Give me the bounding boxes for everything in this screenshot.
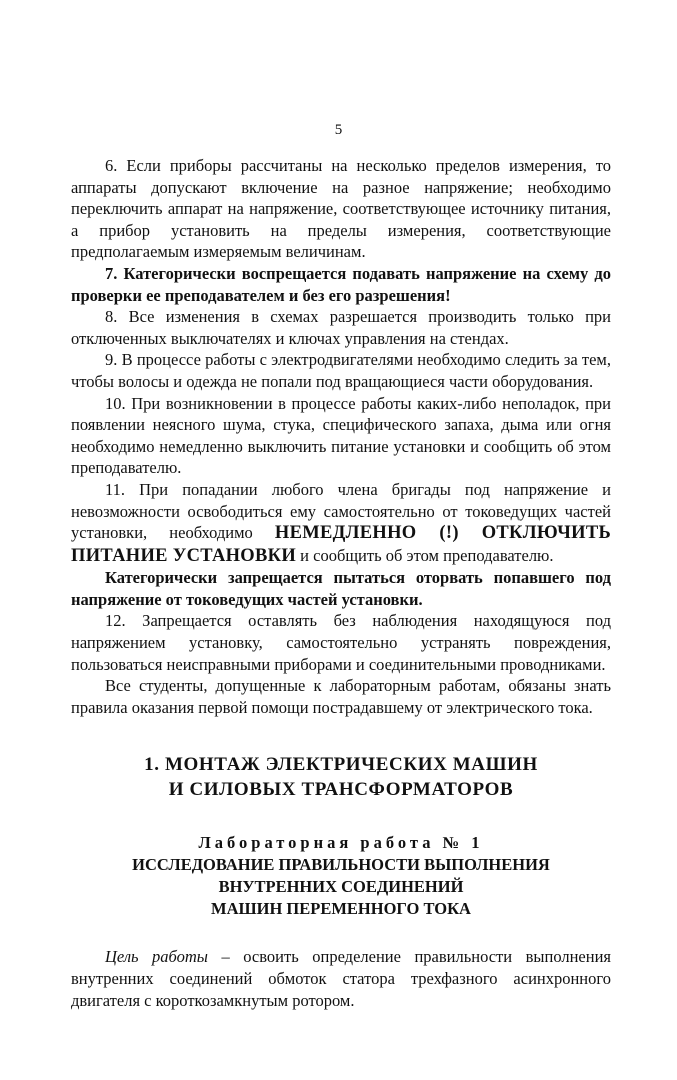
first-aid-note: Все студенты, допущенные к лабораторным работам, обязаны знать правила оказания первой помощи пострадавшему от электрического тока. xyxy=(71,676,611,717)
rule-8: 8. Все изменения в схемах разрешается производить только при отключенных выключателях и ключах управления на стендах. xyxy=(71,307,611,348)
rule-7-warning: 7. Категорически воспрещается подавать напряжение на схему до проверки ее преподавателем и без его разрешения! xyxy=(71,263,611,305)
prohibition-warning: Категорически запрещается пытаться оторвать попавшего под напряжение от токоведущих частей установки. xyxy=(71,568,611,609)
rule-6: 6. Если приборы рассчитаны на несколько пределов измерения, то аппараты допускают включение на разное напряжение; необходимо переключить аппарат на напряжение, соответствующее источнику питания, а прибор установить на пределы измерения, соответствующие предполагаемым измеряемым величинам. xyxy=(71,156,611,262)
rule-11 xyxy=(71,479,611,567)
rule-9: 9. В процессе работы с электродвигателями необходимо следить за тем, чтобы волосы и одежда не попали под вращающиеся части оборудования. xyxy=(71,350,611,391)
section-heading xyxy=(71,752,611,802)
rule-11-start: 11. При попадании любого члена бригады под напряжение и невозможности освободиться ему самостоятельно от токоведущих частей установки, необходимо xyxy=(71,479,611,543)
goal-label: Цель работы xyxy=(105,947,208,967)
lab-heading xyxy=(71,832,611,920)
rule-11-end: и сообщить об этом преподавателю. xyxy=(300,545,554,565)
lab-title-line-2: ВНУТРЕННИХ СОЕДИНЕНИЙ xyxy=(218,877,464,897)
page-body xyxy=(71,155,611,1011)
lab-title-line-1: ИССЛЕДОВАНИЕ ПРАВИЛЬНОСТИ ВЫПОЛНЕНИЯ xyxy=(132,855,550,875)
lab-title-line-3: МАШИН ПЕРЕМЕННОГО ТОКА xyxy=(211,899,471,919)
page-number: 5 xyxy=(334,122,343,138)
section-heading-line-1: 1. МОНТАЖ ЭЛЕКТРИЧЕСКИХ МАШИН xyxy=(144,754,538,776)
lab-goal xyxy=(71,946,611,1011)
rule-12: 12. Запрещается оставлять без наблюдения находящуюся под напряжением установку, самостоятельно устранять повреждения, пользоваться неисправными приборами и соединительными проводниками. xyxy=(71,611,611,674)
goal-text: – освоить определение правильности выполнения внутренних соединений обмоток статора трехфазного асинхронного двигателя с короткозамкнутым ротором. xyxy=(71,947,611,1010)
section-heading-line-2: И СИЛОВЫХ ТРАНСФОРМАТОРОВ xyxy=(168,779,514,801)
rule-10: 10. При возникновении в процессе работы каких-либо неполадок, при появлении неясного шума, стука, специфического запаха, дыма или огня необходимо немедленно выключить питание установки и сообщить об этом преподавателю. xyxy=(71,393,611,478)
rule-11-emphasis: НЕМЕДЛЕННО (!) ОТКЛЮЧИТЬ ПИТАНИЕ УСТАНОВКИ xyxy=(71,523,612,566)
lab-label: Лабораторная работа № 1 xyxy=(198,833,484,853)
